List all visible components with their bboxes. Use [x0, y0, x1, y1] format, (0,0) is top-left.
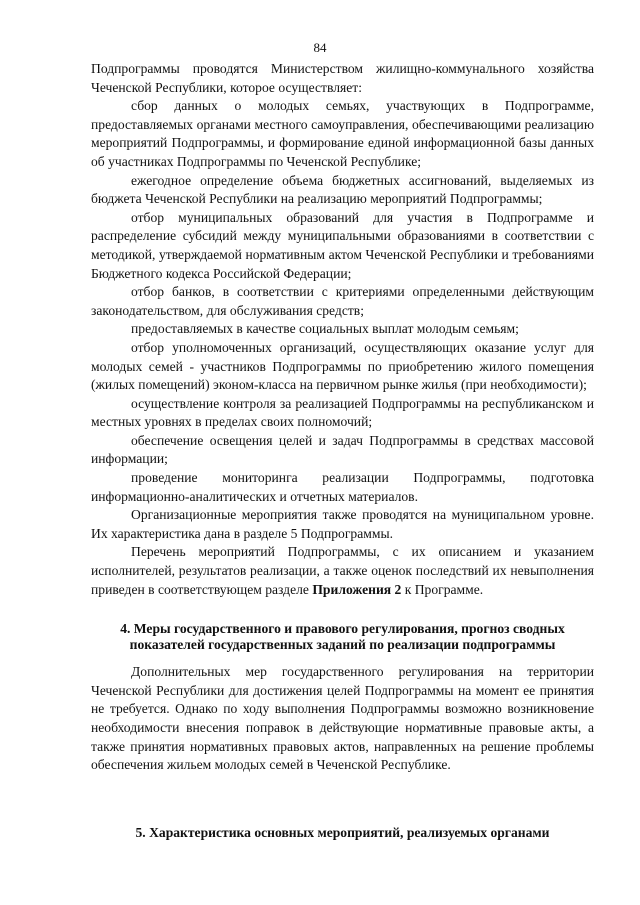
- list-item: обеспечение освещения целей и задач Подпрограммы в средствах массовой информации;: [91, 432, 594, 467]
- list-item: отбор муниципальных образований для участия в Подпрограмме и распределение субсидий между муниципальными образованиями в соответствии с методикой, утверждаемой нормативным актом Чеченской Республики и требованиями Бюджетного кодекса Российской Федерации;: [91, 209, 594, 281]
- paragraph-text: Перечень мероприятий Подпрограммы, с их описанием и указанием исполнителей, результатов реализации, а также оценок последствий их невыполнения приведен в соответствующем разделе: [91, 544, 594, 597]
- section-heading-4: 4. Меры государственного и правового регулирования, прогноз сводных показателей государственных заданий по реализации подпрограммы: [120, 621, 565, 652]
- appendix-reference: Приложения 2: [312, 581, 402, 597]
- list-item: осуществление контроля за реализацией Подпрограммы на республиканском и местных уровнях в пределах своих полномочий;: [91, 395, 594, 430]
- list-item: предоставляемых в качестве социальных выплат молодым семьям;: [131, 321, 519, 337]
- paragraph: Организационные мероприятия также проводятся на муниципальном уровне. Их характеристика дана в разделе 5 Подпрограммы.: [91, 507, 594, 541]
- paragraph-list-reference: [91, 543, 594, 599]
- section-heading-5: 5. Характеристика основных мероприятий, реализуемых органами: [135, 824, 550, 840]
- page-number: 84: [313, 40, 327, 55]
- list-item: проведение мониторинга реализации Подпрограммы, подготовка информационно-аналитических и отчетных материалов.: [91, 470, 594, 504]
- list-item: отбор банков, в соответствии с критериями определенными действующим законодательством, для обслуживания средств;: [91, 284, 594, 318]
- list-item: отбор уполномоченных организаций, осуществляющих оказание услуг для молодых семей - участников Подпрограммы по приобретению жилого помещения (жилых помещений) эконом-класса на первичном рынке жилья (при необходимости);: [91, 339, 594, 393]
- document-body: [91, 60, 594, 840]
- section-4-paragraph: Дополнительных мер государственного регулирования на территории Чеченской Республики для достижения целей Подпрограммы на момент ее принятия не требуется. Однако по ходу выполнения Подпрограммы возможно возникновение необходимости внесения поправок в действующие нормативные правовые акты, а также принятия нормативных правовых актов, направленных на решение проблемы обеспечения жильем молодых семей в Чеченской Республике.: [91, 664, 594, 773]
- list-item: сбор данных о молодых семьях, участвующих в Подпрограмме, предоставляемых органами местного самоуправления, обеспечивающими реализацию мероприятий Подпрограммы, и формирование единой информационной базы данных об участниках Подпрограммы по Чеченской Республике;: [91, 98, 594, 169]
- list-item: ежегодное определение объема бюджетных ассигнований, выделяемых из бюджета Чеченской Республики на реализацию мероприятий Подпрограммы;: [91, 172, 594, 207]
- paragraph-intro: Подпрограммы проводятся Министерством жилищно-коммунального хозяйства Чеченской Республики, которое осуществляет:: [91, 61, 594, 95]
- paragraph-text: к Программе.: [401, 581, 484, 597]
